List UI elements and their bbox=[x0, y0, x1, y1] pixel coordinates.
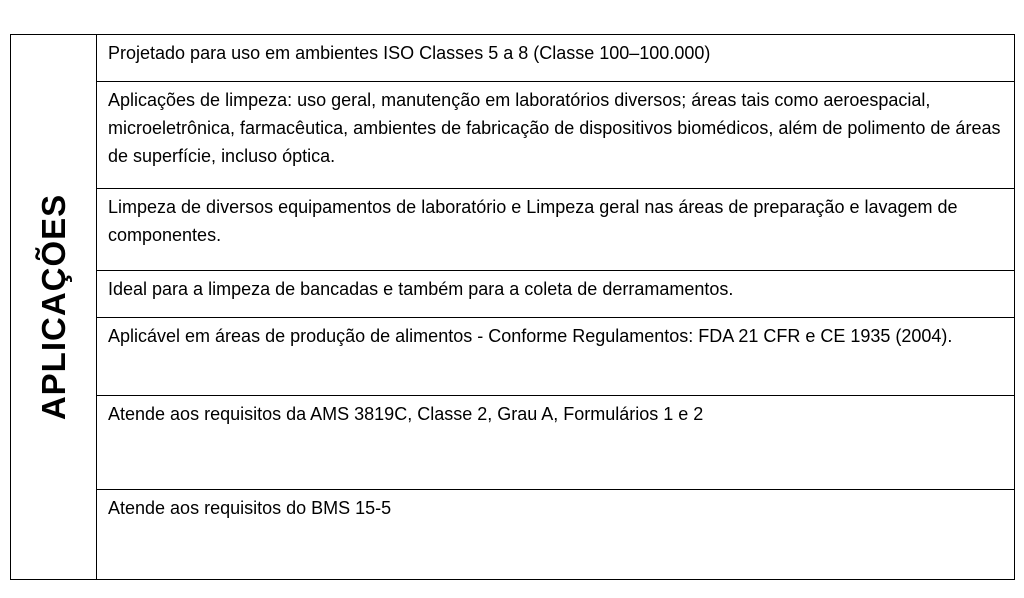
applications-list bbox=[97, 35, 1014, 579]
application-row-benches: Ideal para a limpeza de bancadas e também para a coleta de derramamentos. bbox=[97, 271, 1014, 318]
applications-table bbox=[10, 34, 1015, 580]
application-row-bms-requirements: Atende aos requisitos do BMS 15-5 bbox=[108, 498, 392, 518]
section-title: APLICAÇÕES bbox=[34, 193, 72, 421]
application-row-lab-equipment: Limpeza de diversos equipamentos de laboratório e Limpeza geral nas áreas de preparação e lavagem de componentes. bbox=[97, 189, 1014, 271]
section-header-cell bbox=[11, 35, 97, 579]
application-row-cleaning-uses: Aplicações de limpeza: uso geral, manutenção em laboratórios diversos; áreas tais como aeroespacial, microeletrônica, farmacêutica, ambientes de fabricação de dispositivos biomédicos, além de polimento de áreas de superfície, incluso óptica. bbox=[97, 82, 1014, 189]
application-row-ams-requirements: Atende aos requisitos da AMS 3819C, Classe 2, Grau A, Formulários 1 e 2 bbox=[97, 396, 1014, 490]
application-row-food-production: Aplicável em áreas de produção de alimentos - Conforme Regulamentos: FDA 21 CFR e CE 1935 (2004). bbox=[97, 318, 1014, 396]
application-row-iso-classes: Projetado para uso em ambientes ISO Classes 5 a 8 (Classe 100–100.000) bbox=[97, 35, 1014, 82]
